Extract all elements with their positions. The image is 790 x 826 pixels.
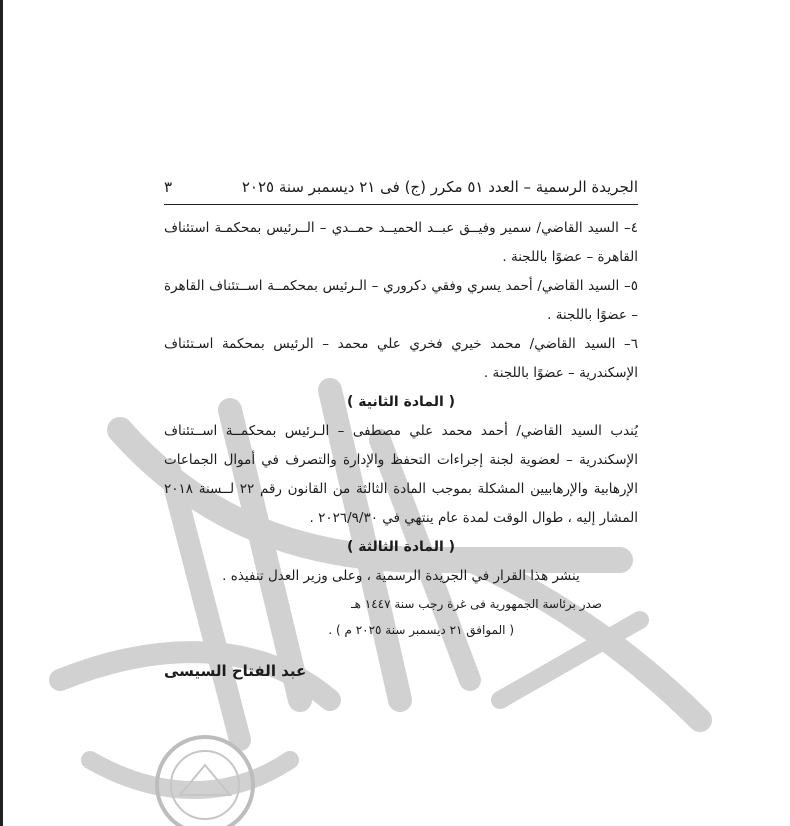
article-2-heading: ( المادة الثانية ) xyxy=(346,394,456,410)
corresponding-date: ( الموافق ٢١ ديسمبر سنة ٢٠٢٥ م ) . xyxy=(328,623,514,637)
issued-line: صدر برئاسة الجمهورية فى غرة رجب سنة ١٤٤٧ هـ xyxy=(351,597,602,611)
member-item-6: ٦– السيد القاضي/ محمد خيري فخري علي محمد – الرئيس بمحكمة اسـتئناف الإسكندرية – عضوًا باللجنة . xyxy=(164,336,638,381)
document-body xyxy=(164,214,638,686)
article-3-heading: ( المادة الثالثة ) xyxy=(346,539,456,555)
page-header xyxy=(164,176,638,198)
member-item-4: ٤– السيد القاضي/ سمير وفيــق عبــد الحميــد حمــدي – الــرئيس بمحكمـة استئناف القاهرة – عضوًا باللجنة . xyxy=(164,220,638,265)
article-3-text: ينشر هذا القرار في الجريدة الرسمية ، وعلى وزير العدل تنفيذه . xyxy=(222,568,580,584)
header-rule xyxy=(164,204,638,205)
seal-icon xyxy=(157,737,253,826)
page-number: ٣ xyxy=(164,178,173,196)
header-title: الجريدة الرسمية – العدد ٥١ مكرر (ج) فى ٢١ ديسمبر سنة ٢٠٢٥ xyxy=(241,178,638,196)
member-item-5: ٥– السيد القاضي/ أحمد يسري وفقي دكروري – الـرئيس بمحكمــة اســتئناف القاهرة – عضوًا باللجنة . xyxy=(164,278,638,323)
signature: عبد الفتاح السيسى xyxy=(164,662,307,680)
window-left-edge xyxy=(0,0,3,826)
article-2-text: يُندب السيد القاضي/ أحمد محمد علي مصطفى – الـرئيس بمحكمــة اســتئناف الإسكندرية – لعضوية لجنة إجراءات التحفظ والإدارة والتصرف في أموال الجماعات الإرهابية والإرهابيين المشكلة بموجب المادة الثالثة من القانون رقم ٢٢ لــسنة ٢٠١٨ المشار إليه ، طوال الوقت لمدة عام ينتهي في ٢٠٢٦/٩/٣٠ . xyxy=(164,423,638,526)
